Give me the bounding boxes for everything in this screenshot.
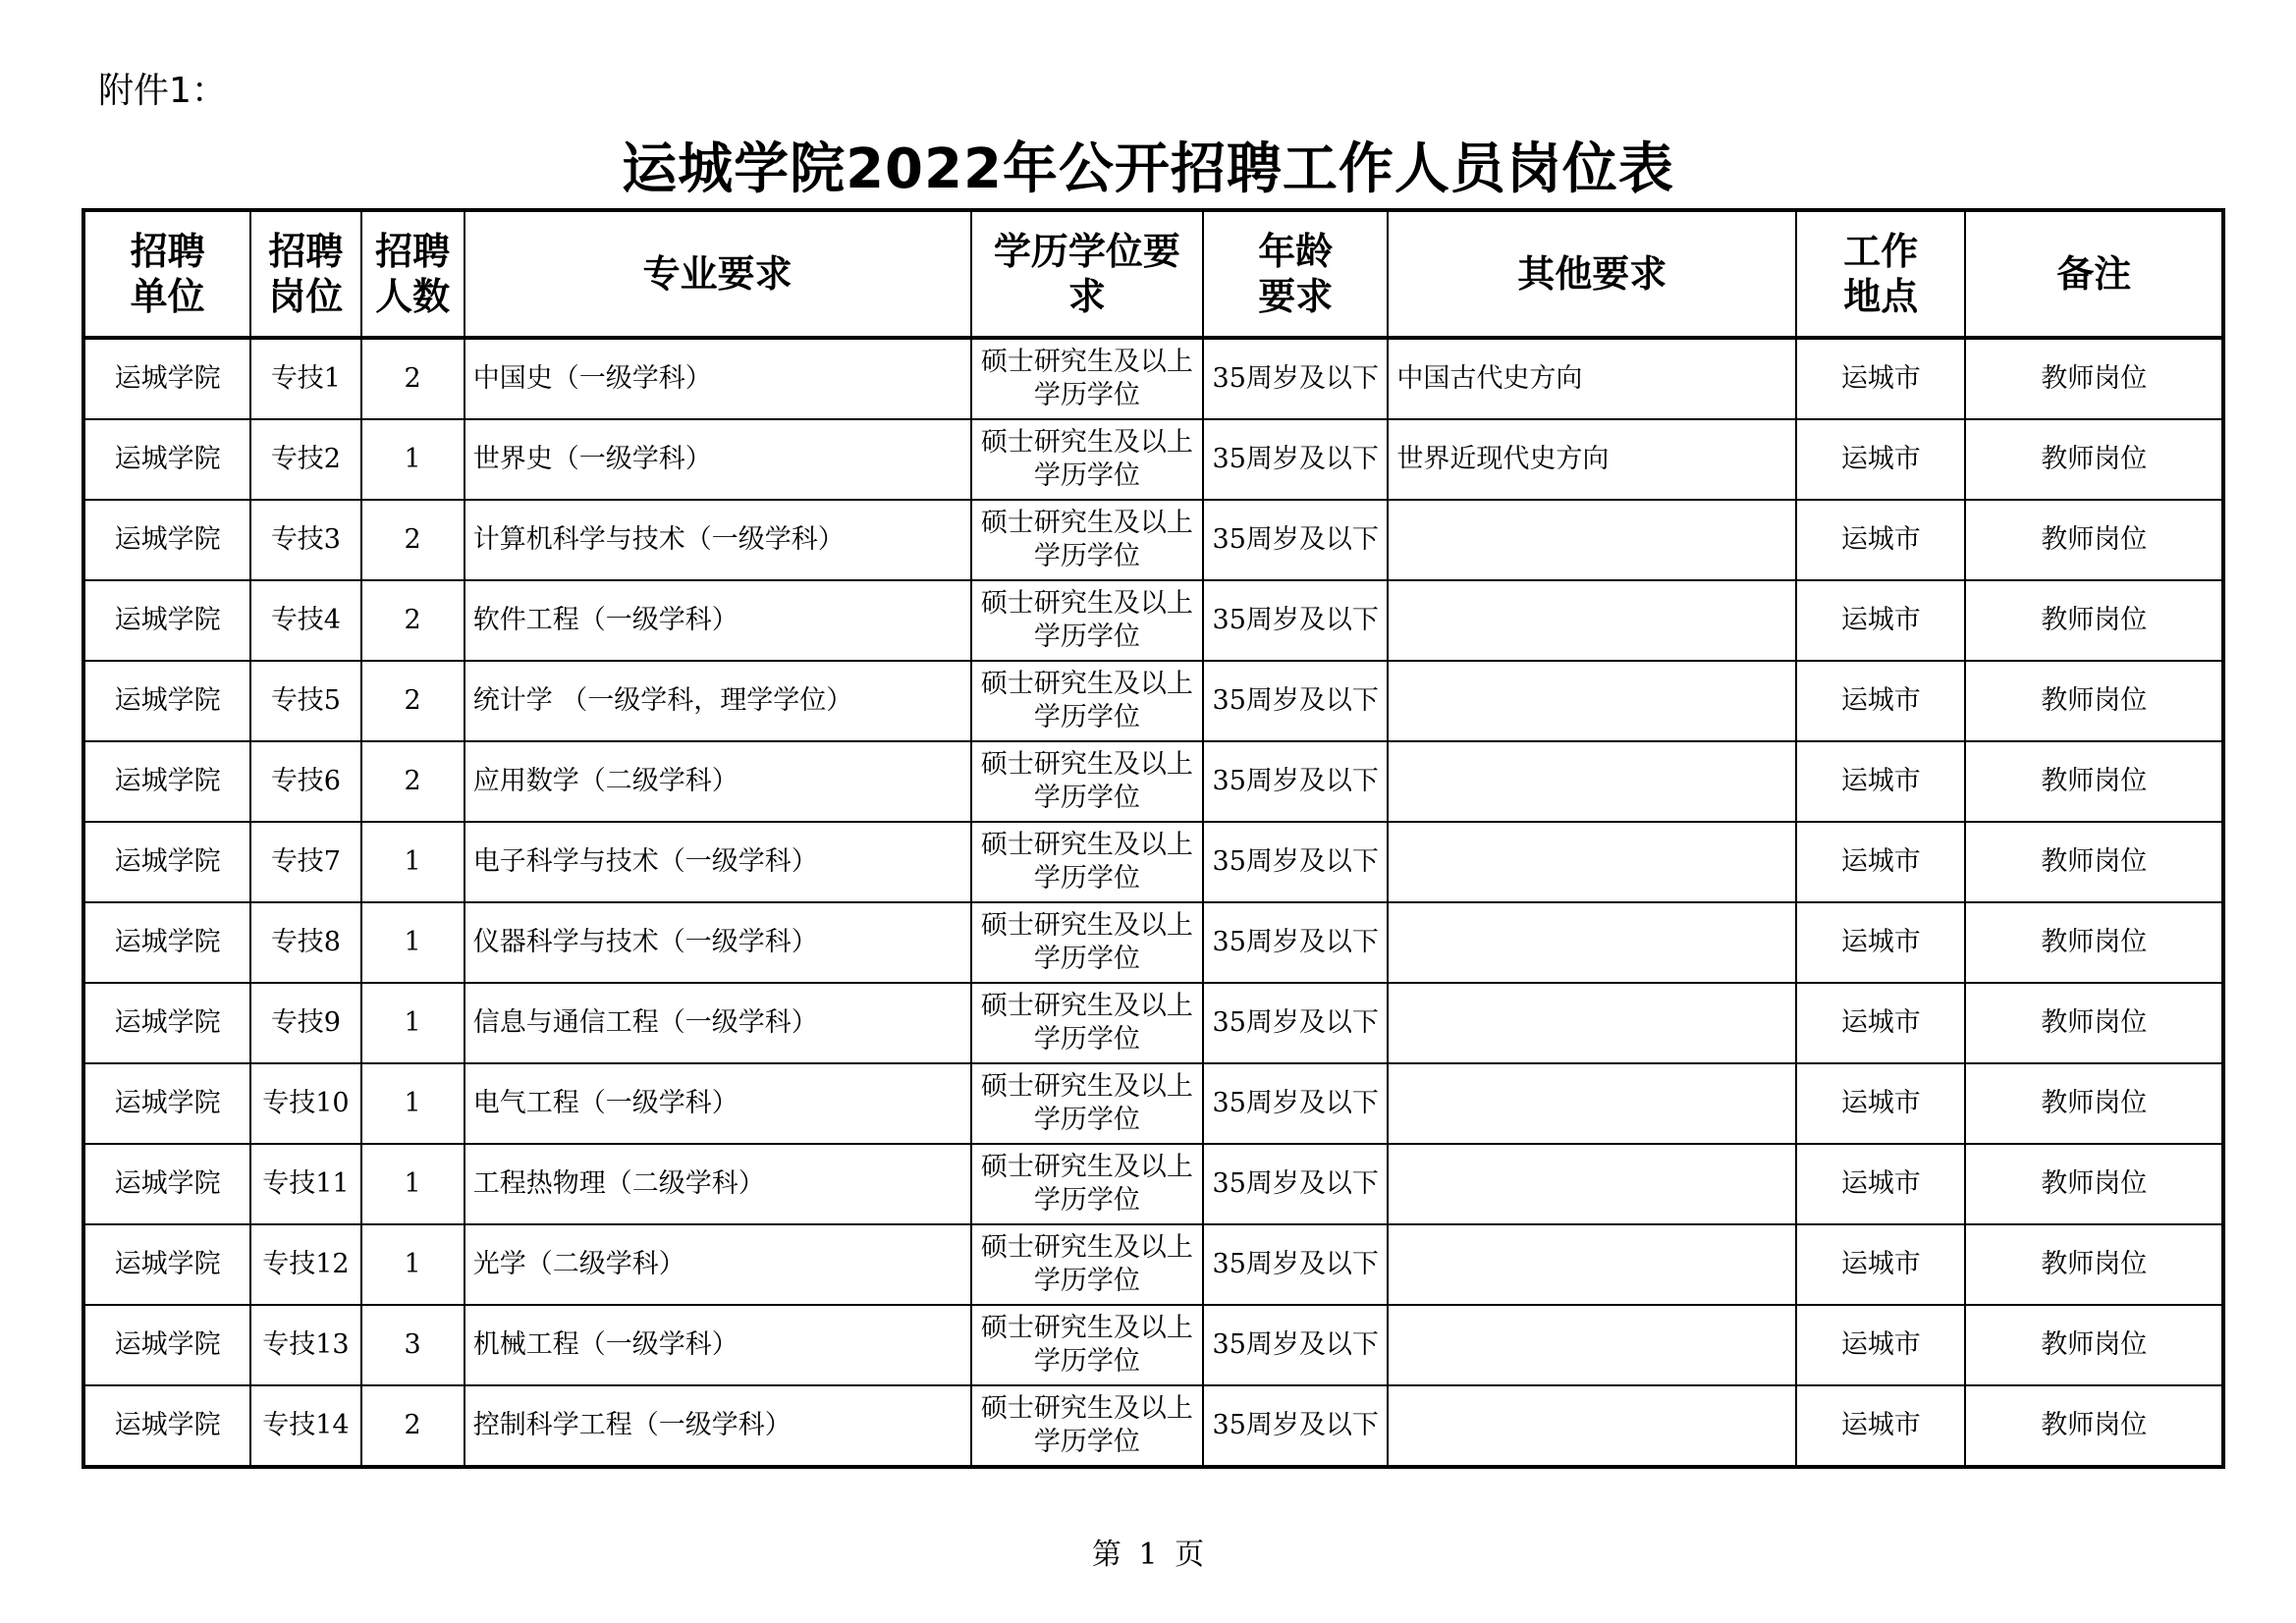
- cell-education: 硕士研究生及以上 学历学位: [971, 741, 1203, 822]
- cell-post: 专技13: [250, 1305, 360, 1385]
- cell-count: 1: [361, 822, 465, 902]
- cell-remarks: 教师岗位: [1965, 1224, 2223, 1305]
- cell-remarks: 教师岗位: [1965, 1385, 2223, 1467]
- cell-location: 运城市: [1796, 741, 1965, 822]
- cell-major: 机械工程（一级学科）: [465, 1305, 971, 1385]
- cell-count: 2: [361, 741, 465, 822]
- cell-location: 运城市: [1796, 983, 1965, 1063]
- attachment-label: 附件1：: [98, 71, 227, 111]
- cell-age: 35周岁及以下: [1203, 1385, 1388, 1467]
- cell-remarks: 教师岗位: [1965, 983, 2223, 1063]
- cell-unit: 运城学院: [83, 580, 250, 661]
- header-remarks: 备注: [1965, 210, 2223, 338]
- page-number: 1: [1138, 1538, 1158, 1572]
- cell-age: 35周岁及以下: [1203, 1305, 1388, 1385]
- cell-remarks: 教师岗位: [1965, 1305, 2223, 1385]
- cell-count: 2: [361, 661, 465, 741]
- cell-other: [1388, 1385, 1796, 1467]
- cell-age: 35周岁及以下: [1203, 902, 1388, 983]
- cell-location: 运城市: [1796, 1305, 1965, 1385]
- cell-age: 35周岁及以下: [1203, 661, 1388, 741]
- cell-other: [1388, 500, 1796, 580]
- cell-age: 35周岁及以下: [1203, 1224, 1388, 1305]
- cell-age: 35周岁及以下: [1203, 500, 1388, 580]
- cell-count: 2: [361, 500, 465, 580]
- cell-post: 专技6: [250, 741, 360, 822]
- cell-unit: 运城学院: [83, 983, 250, 1063]
- cell-post: 专技1: [250, 338, 360, 419]
- cell-major: 计算机科学与技术（一级学科）: [465, 500, 971, 580]
- cell-count: 1: [361, 902, 465, 983]
- cell-education: 硕士研究生及以上 学历学位: [971, 822, 1203, 902]
- cell-location: 运城市: [1796, 1144, 1965, 1224]
- cell-count: 2: [361, 1385, 465, 1467]
- cell-remarks: 教师岗位: [1965, 338, 2223, 419]
- table-row: [83, 1224, 2223, 1305]
- table-row: [83, 1144, 2223, 1224]
- cell-count: 2: [361, 338, 465, 419]
- cell-education: 硕士研究生及以上 学历学位: [971, 419, 1203, 500]
- table-row: [83, 822, 2223, 902]
- cell-unit: 运城学院: [83, 822, 250, 902]
- cell-education: 硕士研究生及以上 学历学位: [971, 1063, 1203, 1144]
- cell-education: 硕士研究生及以上 学历学位: [971, 1144, 1203, 1224]
- cell-other: 世界近现代史方向: [1388, 419, 1796, 500]
- table-row: [83, 1063, 2223, 1144]
- cell-major: 软件工程（一级学科）: [465, 580, 971, 661]
- page-title: 运城学院2022年公开招聘工作人员岗位表: [622, 137, 1674, 201]
- cell-education: 硕士研究生及以上 学历学位: [971, 1385, 1203, 1467]
- cell-education: 硕士研究生及以上 学历学位: [971, 902, 1203, 983]
- header-education: 学历学位要 求: [971, 210, 1203, 338]
- cell-location: 运城市: [1796, 1224, 1965, 1305]
- cell-remarks: 教师岗位: [1965, 1144, 2223, 1224]
- cell-major: 电子科学与技术（一级学科）: [465, 822, 971, 902]
- cell-education: 硕士研究生及以上 学历学位: [971, 983, 1203, 1063]
- cell-education: 硕士研究生及以上 学历学位: [971, 1305, 1203, 1385]
- cell-count: 1: [361, 1063, 465, 1144]
- cell-count: 1: [361, 419, 465, 500]
- header-age: 年龄 要求: [1203, 210, 1388, 338]
- header-location: 工作 地点: [1796, 210, 1965, 338]
- cell-other: [1388, 822, 1796, 902]
- cell-location: 运城市: [1796, 661, 1965, 741]
- cell-major: 光学（二级学科）: [465, 1224, 971, 1305]
- header-post: 招聘 岗位: [250, 210, 360, 338]
- cell-post: 专技10: [250, 1063, 360, 1144]
- cell-remarks: 教师岗位: [1965, 902, 2223, 983]
- positions-table: [82, 208, 2225, 1469]
- cell-unit: 运城学院: [83, 1224, 250, 1305]
- cell-count: 1: [361, 983, 465, 1063]
- cell-major: 控制科学工程（一级学科）: [465, 1385, 971, 1467]
- cell-remarks: 教师岗位: [1965, 419, 2223, 500]
- cell-remarks: 教师岗位: [1965, 822, 2223, 902]
- cell-post: 专技14: [250, 1385, 360, 1467]
- table-row: [83, 741, 2223, 822]
- cell-post: 专技3: [250, 500, 360, 580]
- cell-location: 运城市: [1796, 1063, 1965, 1144]
- cell-post: 专技2: [250, 419, 360, 500]
- cell-age: 35周岁及以下: [1203, 1144, 1388, 1224]
- cell-remarks: 教师岗位: [1965, 661, 2223, 741]
- table-header: [83, 210, 2223, 338]
- cell-age: 35周岁及以下: [1203, 580, 1388, 661]
- header-other: 其他要求: [1388, 210, 1796, 338]
- cell-remarks: 教师岗位: [1965, 1063, 2223, 1144]
- cell-age: 35周岁及以下: [1203, 338, 1388, 419]
- cell-post: 专技5: [250, 661, 360, 741]
- cell-post: 专技8: [250, 902, 360, 983]
- cell-post: 专技11: [250, 1144, 360, 1224]
- cell-post: 专技9: [250, 983, 360, 1063]
- cell-count: 1: [361, 1144, 465, 1224]
- cell-major: 电气工程（一级学科）: [465, 1063, 971, 1144]
- cell-count: 1: [361, 1224, 465, 1305]
- cell-other: [1388, 1305, 1796, 1385]
- cell-education: 硕士研究生及以上 学历学位: [971, 338, 1203, 419]
- cell-education: 硕士研究生及以上 学历学位: [971, 500, 1203, 580]
- cell-age: 35周岁及以下: [1203, 1063, 1388, 1144]
- cell-post: 专技12: [250, 1224, 360, 1305]
- page-footer: [0, 1530, 2296, 1573]
- table-row: [83, 338, 2223, 419]
- cell-unit: 运城学院: [83, 500, 250, 580]
- table-row: [83, 580, 2223, 661]
- cell-major: 工程热物理（二级学科）: [465, 1144, 971, 1224]
- cell-location: 运城市: [1796, 500, 1965, 580]
- cell-age: 35周岁及以下: [1203, 741, 1388, 822]
- cell-unit: 运城学院: [83, 902, 250, 983]
- cell-remarks: 教师岗位: [1965, 741, 2223, 822]
- cell-post: 专技4: [250, 580, 360, 661]
- cell-location: 运城市: [1796, 1385, 1965, 1467]
- cell-unit: 运城学院: [83, 741, 250, 822]
- cell-location: 运城市: [1796, 419, 1965, 500]
- cell-unit: 运城学院: [83, 419, 250, 500]
- table-row: [83, 983, 2223, 1063]
- cell-unit: 运城学院: [83, 661, 250, 741]
- cell-location: 运城市: [1796, 822, 1965, 902]
- cell-major: 信息与通信工程（一级学科）: [465, 983, 971, 1063]
- header-major: 专业要求: [465, 210, 971, 338]
- table-body: [83, 338, 2223, 1467]
- cell-count: 2: [361, 580, 465, 661]
- cell-other: 中国古代史方向: [1388, 338, 1796, 419]
- cell-age: 35周岁及以下: [1203, 822, 1388, 902]
- cell-education: 硕士研究生及以上 学历学位: [971, 1224, 1203, 1305]
- cell-age: 35周岁及以下: [1203, 983, 1388, 1063]
- header-count: 招聘 人数: [361, 210, 465, 338]
- cell-other: [1388, 741, 1796, 822]
- cell-major: 应用数学（二级学科）: [465, 741, 971, 822]
- cell-remarks: 教师岗位: [1965, 580, 2223, 661]
- table-row: [83, 1385, 2223, 1467]
- cell-location: 运城市: [1796, 338, 1965, 419]
- cell-major: 统计学 （一级学科，理学学位）: [465, 661, 971, 741]
- cell-major: 中国史（一级学科）: [465, 338, 971, 419]
- table-row: [83, 661, 2223, 741]
- cell-other: [1388, 1063, 1796, 1144]
- header-unit: 招聘 单位: [83, 210, 250, 338]
- cell-other: [1388, 1144, 1796, 1224]
- footer-prefix: 第: [1091, 1538, 1121, 1572]
- cell-other: [1388, 902, 1796, 983]
- cell-count: 3: [361, 1305, 465, 1385]
- cell-location: 运城市: [1796, 580, 1965, 661]
- cell-education: 硕士研究生及以上 学历学位: [971, 661, 1203, 741]
- cell-remarks: 教师岗位: [1965, 500, 2223, 580]
- cell-unit: 运城学院: [83, 338, 250, 419]
- cell-other: [1388, 580, 1796, 661]
- cell-unit: 运城学院: [83, 1063, 250, 1144]
- table-row: [83, 1305, 2223, 1385]
- cell-other: [1388, 983, 1796, 1063]
- cell-education: 硕士研究生及以上 学历学位: [971, 580, 1203, 661]
- cell-age: 35周岁及以下: [1203, 419, 1388, 500]
- cell-location: 运城市: [1796, 902, 1965, 983]
- cell-other: [1388, 661, 1796, 741]
- cell-unit: 运城学院: [83, 1385, 250, 1467]
- table-row: [83, 500, 2223, 580]
- cell-major: 仪器科学与技术（一级学科）: [465, 902, 971, 983]
- footer-suffix: 页: [1175, 1538, 1205, 1572]
- cell-other: [1388, 1224, 1796, 1305]
- cell-unit: 运城学院: [83, 1305, 250, 1385]
- table-row: [83, 419, 2223, 500]
- cell-major: 世界史（一级学科）: [465, 419, 971, 500]
- cell-post: 专技7: [250, 822, 360, 902]
- cell-unit: 运城学院: [83, 1144, 250, 1224]
- table-row: [83, 902, 2223, 983]
